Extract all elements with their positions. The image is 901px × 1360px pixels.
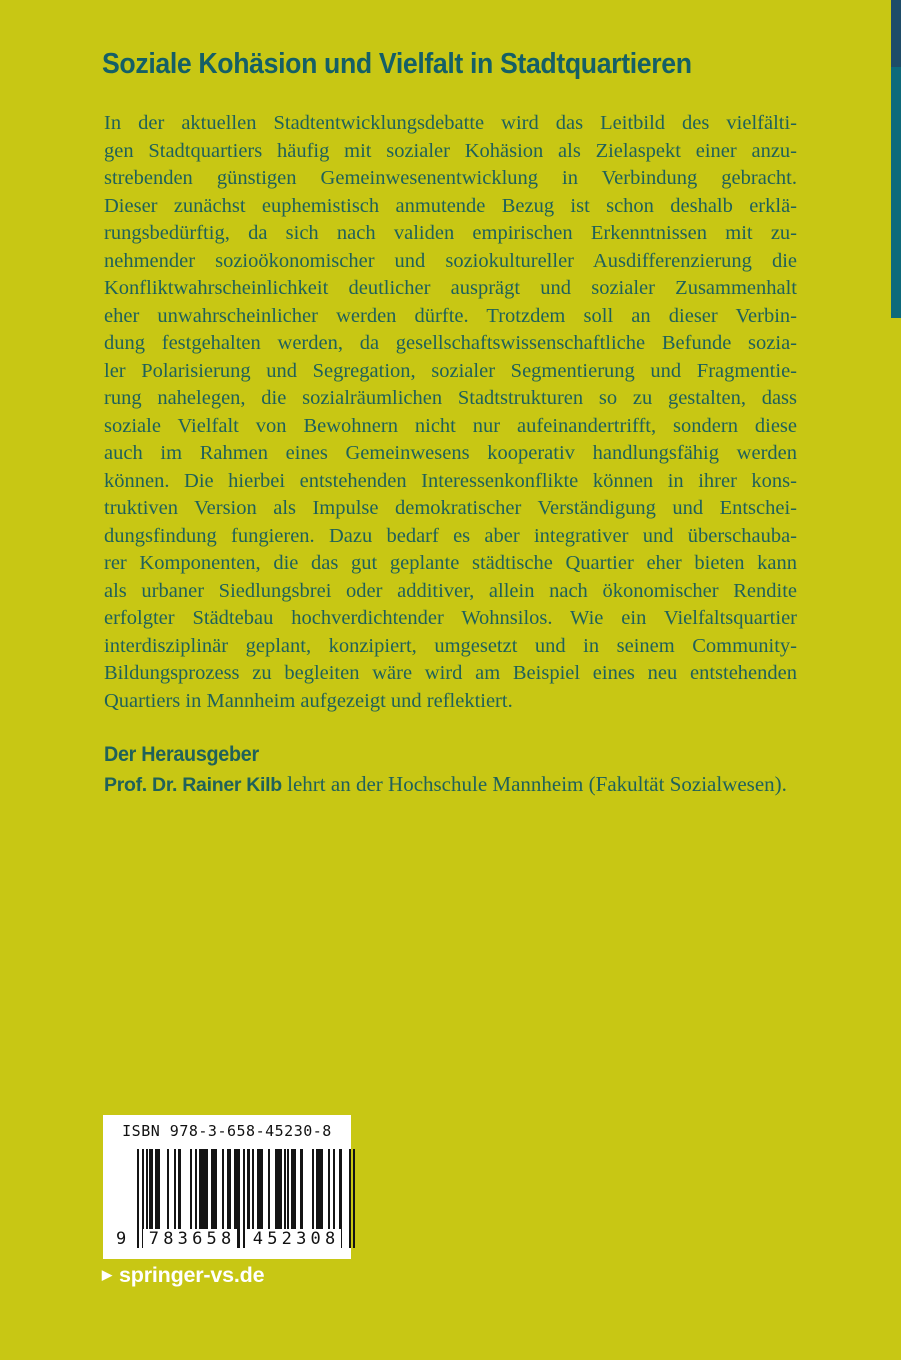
blurb-line: rung nahelegen, die sozialräumlichen Stadtstrukturen so zu gestalten, dass [104,387,797,409]
blurb-line: gen Stadtquartiers häufig mit sozialer Kohäsion als Zielaspekt einer anzu- [104,139,797,162]
editor-line [104,769,824,800]
barcode-bar [243,1149,245,1248]
publisher-footer [102,1262,264,1288]
blurb-line: rungsbedürftig, da sich nach validen empirischen Erkenntnissen mit zu- [104,222,797,244]
blurb-line: dung festgehalten werden, da gesellschaftswissenschaftliche Befunde sozia- [104,332,797,354]
barcode-digits-right: 452308 [247,1229,341,1249]
blurb [104,110,797,715]
blurb-line: nehmender sozioökonomischer und soziokultureller Ausdifferenzierung die [104,249,797,272]
blurb-line: Bildungsprozess zu begleiten wäre wird am Beispiel eines neu entstehenden [104,662,797,684]
barcode-lead-digit: 9 [116,1229,127,1249]
blurb-line: eher unwahrscheinlicher werden dürfte. Trotzdem soll an dieser Verbin- [104,304,797,327]
publisher-url: springer-vs.de [119,1263,265,1287]
blurb-line: truktiven Version als Impulse demokratischer Verständigung und Entschei- [104,497,797,519]
barcode-bar [137,1149,139,1248]
barcode-bar [349,1149,351,1248]
spine-accent-teal [891,67,901,318]
blurb-line: strebenden günstigen Gemeinwesenentwicklung in Verbindung gebracht. [104,167,797,189]
editor-name: Prof. Dr. Rainer Kilb [104,774,282,796]
barcode-bar [238,1149,240,1248]
blurb-line: erfolgter Städtebau hochverdichtender Wohnsilos. Wie ein Vielfaltsquartier [104,607,797,629]
barcode-digits-left: 783658 [143,1229,237,1249]
blurb-line: rer Komponenten, die das gut geplante städtische Quartier eher bieten kann [104,552,797,574]
barcode-bars [116,1149,347,1249]
arrow-icon: ▶ [102,1267,112,1282]
blurb-line: interdisziplinär geplant, konzipiert, umgesetzt und in seinem Community- [104,634,797,657]
blurb-line: In der aktuellen Stadtentwicklungsdebatte wird das Leitbild des vielfälti- [104,112,797,134]
blurb-line: soziale Vielfalt von Bewohnern nicht nur aufeinandertrifft, sondern diese [104,414,797,437]
blurb-line: Dieser zunächst euphemistisch anmutende Bezug ist schon deshalb erklä- [104,194,797,217]
blurb-line: Konfliktwahrscheinlichkeit deutlicher ausprägt und sozialer Zusammenhalt [104,277,797,299]
editor-heading: Der Herausgeber [104,743,259,766]
blurb-line: ler Polarisierung und Segregation, sozialer Segmentierung und Fragmentie- [104,359,797,382]
blurb-line: als urbaner Siedlungsbrei oder additiver, allein nach ökonomischer Rendite [104,579,797,602]
isbn-label: ISBN 978-3-658-45230-8 [122,1122,332,1140]
editor-description: lehrt an der Hochschule Mannheim (Fakultät Sozialwesen). [281,772,787,796]
barcode-bar [353,1149,355,1248]
blurb-line: auch im Rahmen eines Gemeinwesens kooperativ handlungsfähig werden [104,442,797,464]
blurb-line: dungsfindung fungieren. Dazu bedarf es aber integrativer und überschauba- [104,524,797,547]
page-title: Soziale Kohäsion und Vielfalt in Stadtquartieren [102,48,692,80]
blurb-line: können. Die hierbei entstehenden Interessenkonflikte können in ihrer kons- [104,469,797,492]
isbn-barcode-box [103,1115,351,1259]
blurb-line: Quartiers in Mannheim aufgezeigt und reflektiert. [104,689,513,712]
editor-section [104,740,824,800]
spine-accent-navy [891,0,901,67]
